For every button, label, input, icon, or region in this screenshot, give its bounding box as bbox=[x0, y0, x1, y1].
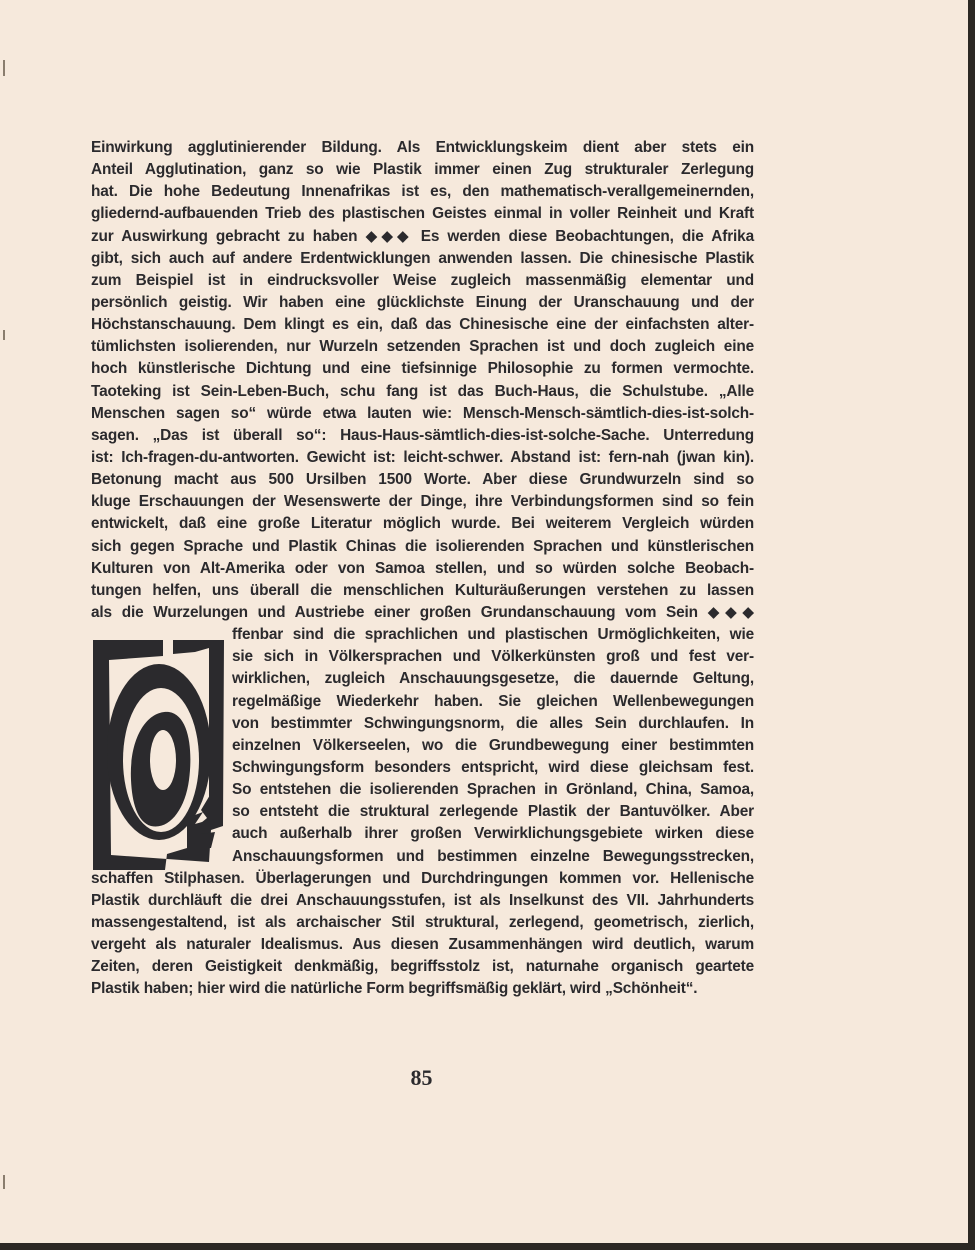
text-line: tungen helfen, uns überall die menschlichen Kulturäußerungen verstehen zu lassen bbox=[91, 581, 754, 599]
text-line-indented: einzelnen Völkerseelen, wo die Grundbewegung einer bestimmten bbox=[232, 736, 754, 754]
text-line-indented: so entsteht die struktural zerlegende Plastik der Bantuvölker. Aber bbox=[232, 803, 754, 821]
text-line-indented: Anschauungsformen und bestimmen einzelne Bewegungsstrecken, bbox=[232, 847, 754, 865]
body-text bbox=[91, 137, 754, 1000]
text-line: vergeht als naturaler Idealismus. Aus diesen Zusammenhängen wird deutlich, warum bbox=[91, 936, 754, 954]
text-line: Betonung macht aus 500 Ursilben 1500 Worte. Aber diese Grundwurzeln sind so bbox=[91, 471, 754, 489]
text-line-indented: Schwingungsform besonders entspricht, wird diese gleichsam fest. bbox=[232, 758, 754, 776]
text-line: Höchstanschauung. Dem klingt es ein, daß das Chinesische eine der einfachsten alter- bbox=[91, 316, 754, 334]
page-edge-mark bbox=[3, 1175, 5, 1189]
text-line: Anteil Agglutination, ganz so wie Plastik immer einen Zug strukturaler Zerlegung bbox=[91, 161, 754, 179]
text-line: Plastik durchläuft die drei Anschauungsstufen, ist als Inselkunst des VII. Jahrhunderts bbox=[91, 891, 754, 909]
text-line: Plastik haben; hier wird die natürliche Form begriffsmäßig geklärt, wird „Schönheit“. bbox=[91, 980, 698, 998]
page-edge-mark bbox=[3, 330, 5, 340]
text-line-indented: regelmäßige Wiederkehr haben. Sie gleichen Wellenbewegungen bbox=[232, 692, 754, 710]
text-line-indented: sie sich in Völkersprachen und Völkerkünsten groß und fest ver- bbox=[232, 648, 754, 666]
woodcut-initial-O-icon bbox=[91, 640, 226, 870]
text-line-indented: ffenbar sind die sprachlichen und plastischen Urmöglichkeiten, wie bbox=[232, 626, 754, 644]
text-line: Kulturen von Alt-Amerika oder von Samoa stellen, und so würden solche Beobach- bbox=[91, 559, 754, 577]
text-line: zur Auswirkung gebracht zu haben ◆◆◆ Es werden diese Beobachtungen, die Afrika bbox=[91, 227, 754, 245]
text-line: gliedernd-aufbauenden Trieb des plastischen Geistes einmal in voller Reinheit und Kraft bbox=[91, 205, 754, 223]
text-line: als die Wurzelungen und Austriebe einer großen Grundanschauung vom Sein ◆◆◆ bbox=[91, 603, 754, 621]
text-line-indented: wirklichen, zugleich Anschauungsgesetze, die dauernde Geltung, bbox=[232, 670, 754, 688]
text-line: gibt, sich auch auf andere Erdentwicklungen anwenden lassen. Die chinesische Plastik bbox=[91, 249, 754, 267]
text-line: zum Beispiel ist in eindrucksvoller Weise zugleich massenmäßig elementar und bbox=[91, 271, 754, 289]
text-line: schaffen Stilphasen. Überlagerungen und Durchdringungen kommen vor. Hellenische bbox=[91, 869, 754, 887]
text-line: massengestaltend, ist als archaischer Stil struktural, zerlegend, geometrisch, zierlich, bbox=[91, 913, 754, 931]
text-line: sich gegen Sprache und Plastik Chinas die isolierenden Sprachen und künstlerischen bbox=[91, 537, 754, 555]
page-edge-mark bbox=[3, 60, 5, 76]
text-line: sagen. „Das ist überall so“: Haus-Haus-sämtlich-dies-ist-solche-Sache. Unterredung bbox=[91, 426, 754, 444]
text-line: Menschen sagen so“ würde etwa lauten wie: Mensch-Mensch-sämtlich-dies-ist-solch- bbox=[91, 404, 754, 422]
text-line: Taoteking ist Sein-Leben-Buch, schu fang ist das Buch-Haus, die Schulstube. „Alle bbox=[91, 382, 754, 400]
text-line: hat. Die hohe Bedeutung Innenafrikas ist es, den mathematisch-verallgemeinernden, bbox=[91, 183, 754, 201]
text-line: tümlichsten isolierenden, nur Wurzeln setzenden Sprachen ist und doch zugleich eine bbox=[91, 338, 754, 356]
text-line: hoch künstlerische Dichtung und eine tiefsinnige Philosophie zu formen vermochte. bbox=[91, 360, 754, 378]
text-line-indented: So entstehen die isolierenden Sprachen in Grönland, China, Samoa, bbox=[232, 781, 754, 799]
text-line: Einwirkung agglutinierender Bildung. Als Entwicklungskeim dient aber stets ein bbox=[91, 139, 754, 156]
text-line: ist: Ich-fragen-du-antworten. Gewicht ist: leicht-schwer. Abstand ist: fern-nah (jwan kin). bbox=[91, 448, 754, 466]
text-line-indented: von bestimmter Schwingungsnorm, die alles Sein durchlaufen. In bbox=[232, 714, 754, 732]
text-line: persönlich geistig. Wir haben eine glücklichste Einung der Uranschauung und der bbox=[91, 293, 754, 311]
text-line-indented: auch außerhalb ihrer großen Verwirklichungsgebiete wirken diese bbox=[232, 825, 754, 843]
text-line: entwickelt, daß eine große Literatur möglich wurde. Bei weiterem Vergleich würden bbox=[91, 515, 754, 533]
text-line: kluge Erschauungen der Wesenswerte der Dinge, ihre Verbindungsformen sind so fein bbox=[91, 493, 754, 511]
page-number: 85 bbox=[410, 1065, 433, 1090]
text-line: Zeiten, deren Geistigkeit denkmäßig, begriffsstolz ist, naturnahe organisch geartete bbox=[91, 958, 754, 976]
